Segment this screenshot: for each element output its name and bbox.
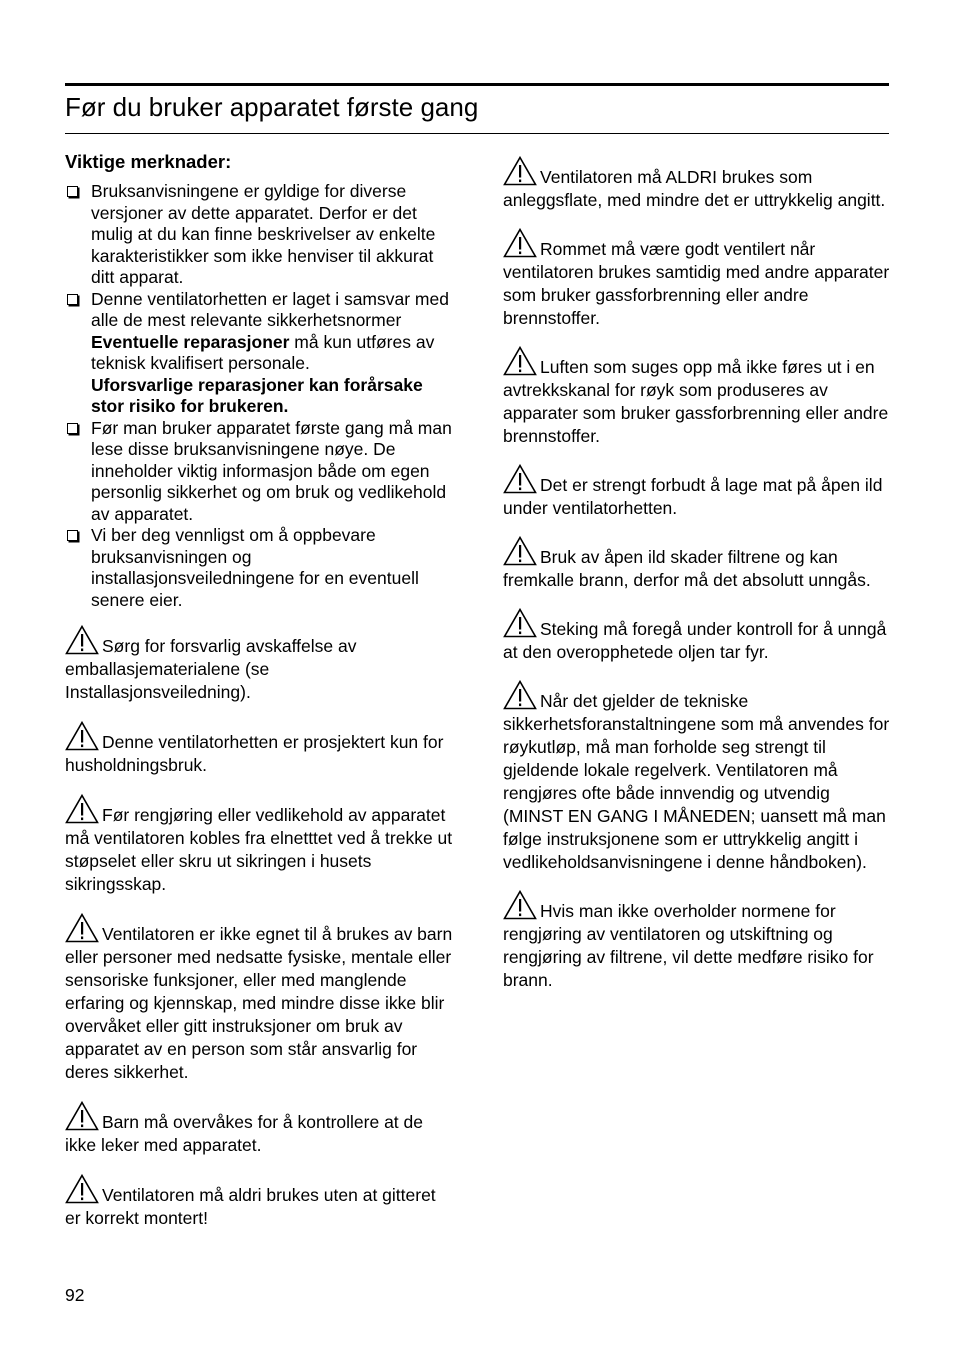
- left-warnings: [65, 625, 455, 1230]
- notes-list: [65, 181, 455, 611]
- warning-text: Rommet må være godt ventilert når ventilatoren brukes samtidig med andre apparater som bruker gassforbrenning eller andre brennstoffer.: [503, 239, 890, 328]
- repair-note: [91, 332, 455, 375]
- checkbox-bullet-icon: [67, 294, 78, 305]
- list-item: [65, 289, 455, 418]
- warning-note: [65, 721, 455, 777]
- warning-triangle-icon: [65, 625, 99, 655]
- warning-note: [503, 680, 893, 874]
- warning-triangle-icon: [503, 536, 537, 566]
- list-item-text: Bruksanvisningene er gyldige for diverse versjoner av dette apparatet. Derfor er det mulig at du kan finne beskrivelser av enkelte karakteristikker som ikke henviser til akkurat ditt apparat.: [91, 181, 436, 287]
- warning-text: Før rengjøring eller vedlikehold av apparatet må ventilatoren kobles fra elnetttet ved å trekke ut støpselet eller skru ut sikringen i husets sikringsskap.: [65, 805, 453, 894]
- right-column: [503, 156, 893, 992]
- header-rule-bottom: [65, 133, 889, 134]
- checkbox-bullet-icon: [67, 186, 78, 197]
- page-title: Før du bruker apparatet første gang: [65, 92, 479, 122]
- warning-note: [65, 1101, 455, 1157]
- warning-note: [65, 913, 455, 1084]
- list-item: [65, 525, 455, 611]
- warning-text: Denne ventilatorhetten er prosjektert kun for husholdningsbruk.: [65, 732, 444, 775]
- warning-text: Hvis man ikke overholder normene for rengjøring av ventilatoren og utskiftning og rengjøring av filtrene, vil dette medføre risiko for brann.: [503, 901, 874, 990]
- warning-triangle-icon: [503, 608, 537, 638]
- warning-triangle-icon: [65, 1174, 99, 1204]
- section-heading: Viktige merknader:: [65, 151, 232, 172]
- repair-note-bold: Eventuelle reparasjoner: [91, 331, 290, 352]
- warning-triangle-icon: [65, 913, 99, 943]
- checkbox-bullet-icon: [67, 530, 78, 541]
- repair-warning: Uforsvarlige reparasjoner kan forårsake stor risiko for brukeren.: [91, 374, 423, 416]
- warning-note: [503, 608, 893, 664]
- warning-text: Når det gjelder de tekniske sikkerhetsforanstaltningene som må anvendes for røykutløp, må man forholde seg strengt til gjeldende lokale regelverk. Ventilatoren må rengjøres ofte både innvendig og utvendig (MINST EN GANG I MÅNEDEN; uansett må man følge instruksjonene som er uttrykkelig angitt i vedlikeholdsanvisningene i denne håndboken).: [503, 691, 890, 872]
- warning-text: Bruk av åpen ild skader filtrene og kan fremkalle brann, derfor må det absolutt unngås.: [503, 547, 871, 590]
- checkbox-bullet-icon: [67, 423, 78, 434]
- warning-triangle-icon: [65, 1101, 99, 1131]
- list-item-text: Før man bruker apparatet første gang må man lese disse bruksanvisningene nøye. De inneholder viktig informasjon både om egen personlig sikkerhet og om bruk og vedlikehold av apparatet.: [91, 417, 452, 524]
- warning-triangle-icon: [503, 346, 537, 376]
- warning-triangle-icon: [503, 228, 537, 258]
- list-item-text: Denne ventilatorhetten er laget i samsvar med alle de mest relevante sikkerhetsnormer: [91, 288, 449, 330]
- warning-text: Barn må overvåkes for å kontrollere at de ikke leker med apparatet.: [65, 1112, 423, 1155]
- warning-note: [65, 1174, 455, 1230]
- warning-note: [503, 464, 893, 520]
- warning-text: Ventilatoren er ikke egnet til å brukes av barn eller personer med nedsatte fysiske, mentale eller sensoriske funksjoner, eller med manglende erfaring og kjennskap, med mindre disse ikke blir overvåket eller gitt instruksjoner om bruk av apparatet av en person som står ansvarlig for deres sikkerhet.: [65, 924, 453, 1082]
- warning-note: [503, 346, 893, 448]
- list-item-text: Vi ber deg vennligst om å oppbevare bruksanvisningen og installasjonsveiledningene for en eventuell senere eier.: [91, 525, 419, 610]
- warning-triangle-icon: [65, 794, 99, 824]
- right-warnings: [503, 156, 893, 992]
- warning-triangle-icon: [503, 680, 537, 710]
- warning-triangle-icon: [503, 890, 537, 920]
- warning-triangle-icon: [503, 156, 537, 186]
- warning-note: [503, 228, 893, 330]
- left-column: [65, 150, 455, 1230]
- warning-text: Ventilatoren må ALDRI brukes som anleggsflate, med mindre det er uttrykkelig angitt.: [503, 167, 886, 210]
- page-number: 92: [65, 1285, 85, 1305]
- header-rule-top: [65, 83, 889, 86]
- list-item: [65, 418, 455, 526]
- warning-note: [503, 890, 893, 992]
- warning-triangle-icon: [503, 464, 537, 494]
- warning-text: Ventilatoren må aldri brukes uten at gitteret er korrekt montert!: [65, 1185, 436, 1228]
- warning-note: [503, 156, 893, 212]
- warning-note: [65, 625, 455, 704]
- repair-note-rest: må kun utføres av teknisk kvalifisert personale.: [91, 331, 435, 373]
- warning-text: Steking må foregå under kontroll for å unngå at den overopphetede oljen tar fyr.: [503, 619, 887, 662]
- warning-note: [65, 794, 455, 896]
- warning-text: Det er strengt forbudt å lage mat på åpen ild under ventilatorhetten.: [503, 475, 883, 518]
- warning-triangle-icon: [65, 721, 99, 751]
- list-item: [65, 181, 455, 289]
- warning-text: Luften som suges opp må ikke føres ut i en avtrekkskanal for røyk som produseres av apparater som bruker gassforbrenning eller andre brennstoffer.: [503, 357, 889, 446]
- warning-note: [503, 536, 893, 592]
- warning-text: Sørg for forsvarlig avskaffelse av emballasjematerialene (se Installasjonsveiledning).: [65, 636, 357, 702]
